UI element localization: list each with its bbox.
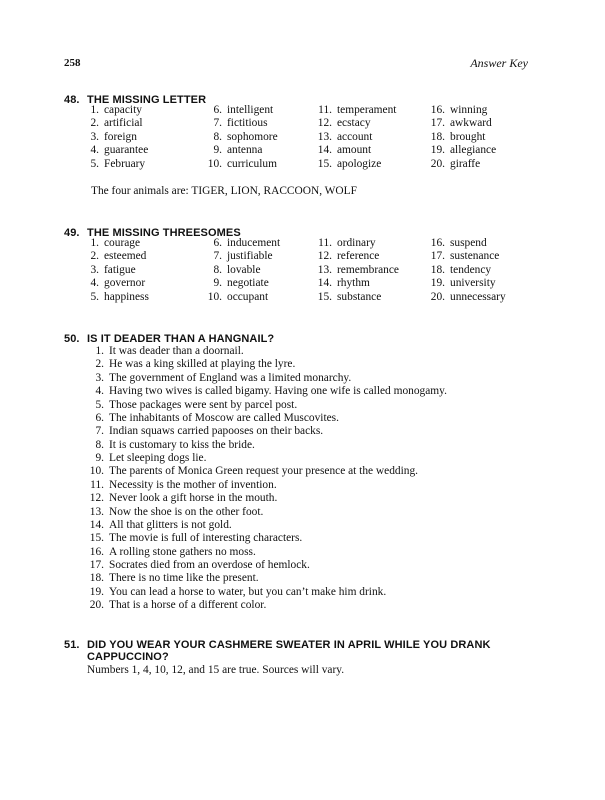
- item-number: 8.: [213, 130, 222, 143]
- word-item: [202, 250, 280, 263]
- page-number: 258: [64, 57, 81, 69]
- word-item: [312, 131, 396, 144]
- word-item: [85, 117, 148, 130]
- section-title: IS IT DEADER THAN A HANGNAIL?: [87, 333, 275, 345]
- item-number: 2.: [90, 250, 99, 263]
- word-item: [425, 131, 496, 144]
- section-number: 48.: [64, 94, 80, 106]
- item-number: 1.: [90, 104, 99, 116]
- list-item: [86, 358, 447, 371]
- item-sentence: Having two wives is called bigamy. Having one wife is called monogamy.: [109, 385, 447, 398]
- item-number: 17.: [430, 250, 445, 263]
- item-word: negotiate: [227, 277, 269, 290]
- item-number: 18.: [430, 130, 445, 143]
- item-word: suspend: [450, 237, 487, 249]
- item-number: 18.: [430, 263, 445, 276]
- item-number: 11.: [318, 237, 332, 249]
- item-number: 7.: [95, 425, 104, 438]
- item-sentence: Indian squaws carried papooses on their backs.: [109, 425, 324, 438]
- list-item: [86, 452, 447, 465]
- item-number: 17.: [89, 559, 104, 571]
- word-item: [425, 104, 496, 117]
- item-word: awkward: [450, 117, 492, 130]
- word-item: [425, 144, 496, 157]
- item-number: 4.: [90, 277, 99, 290]
- item-sentence: There is no time like the present.: [109, 572, 259, 585]
- word-column-4: [425, 104, 496, 171]
- item-number: 11.: [318, 104, 332, 116]
- section-title: THE MISSING LETTER: [87, 94, 207, 106]
- section-number: 50.: [64, 333, 80, 345]
- running-head: Answer Key: [470, 56, 528, 70]
- item-word: winning: [450, 104, 488, 116]
- word-item: [202, 104, 278, 117]
- word-item: [85, 250, 149, 263]
- word-column-3: [312, 237, 399, 304]
- item-word: ordinary: [337, 237, 376, 249]
- section-51-answer: Numbers 1, 4, 10, 12, and 15 are true. Sources will vary.: [87, 664, 345, 676]
- item-number: 4.: [90, 144, 99, 157]
- list-item: [86, 506, 447, 519]
- list-item: [86, 546, 447, 559]
- item-word: sophomore: [227, 130, 278, 143]
- item-number: 5.: [90, 290, 99, 303]
- list-item: [86, 425, 447, 438]
- item-number: 9.: [213, 277, 222, 290]
- list-item: [86, 439, 447, 452]
- section-title-line-2: CAPPUCCINO?: [87, 651, 169, 663]
- list-item: [86, 479, 447, 492]
- word-item: [202, 291, 280, 304]
- word-item: [85, 291, 149, 304]
- section-title-line-1: DID YOU WEAR YOUR CASHMERE SWEATER IN APRIL WHILE YOU DRANK: [87, 639, 491, 651]
- item-word: giraffe: [450, 157, 481, 170]
- item-word: rhythm: [337, 277, 370, 290]
- item-number: 1.: [90, 237, 99, 249]
- word-item: [85, 104, 148, 117]
- item-word: intelligent: [227, 104, 274, 116]
- item-word: antenna: [227, 144, 263, 157]
- item-word: foreign: [104, 130, 137, 143]
- item-number: 13.: [89, 505, 104, 518]
- item-number: 14.: [89, 518, 104, 531]
- word-item: [425, 117, 496, 130]
- word-item: [425, 264, 506, 277]
- item-number: 11.: [90, 478, 104, 491]
- item-number: 17.: [430, 117, 445, 130]
- section-number: 49.: [64, 227, 80, 239]
- word-item: [312, 117, 396, 130]
- item-word: happiness: [104, 290, 149, 303]
- item-word: sustenance: [450, 250, 500, 263]
- item-number: 13.: [317, 130, 332, 143]
- list-item: [86, 572, 447, 585]
- list-item: [86, 492, 447, 505]
- item-word: artificial: [104, 117, 143, 130]
- item-word: unnecessary: [450, 290, 506, 303]
- section-number: 51.: [64, 639, 80, 651]
- item-word: courage: [104, 237, 141, 249]
- section-50-sentence-list: [86, 345, 447, 613]
- item-number: 12.: [317, 250, 332, 263]
- item-number: 6.: [95, 411, 104, 424]
- item-number: 8.: [213, 263, 222, 276]
- word-item: [202, 264, 280, 277]
- item-sentence: The parents of Monica Green request your presence at the wedding.: [109, 465, 419, 478]
- item-number: 3.: [95, 371, 104, 384]
- item-number: 15.: [317, 157, 332, 170]
- item-number: 3.: [90, 263, 99, 276]
- list-item: [86, 385, 447, 398]
- item-number: 12.: [89, 492, 104, 505]
- item-number: 19.: [430, 144, 445, 157]
- item-sentence: The government of England was a limited monarchy.: [109, 371, 352, 384]
- section-48-note: The four animals are: TIGER, LION, RACCOON, WOLF: [91, 185, 357, 197]
- list-item: [86, 399, 447, 412]
- list-item: [86, 412, 447, 425]
- word-item: [312, 104, 396, 117]
- word-item: [425, 250, 506, 263]
- item-number: 6.: [213, 237, 222, 249]
- item-word: curriculum: [227, 157, 277, 170]
- item-number: 6.: [213, 104, 222, 116]
- item-sentence: You can lead a horse to water, but you can’t make him drink.: [109, 585, 387, 598]
- list-item: [86, 599, 447, 612]
- word-item: [85, 158, 148, 171]
- item-word: substance: [337, 290, 382, 303]
- word-item: [85, 277, 149, 290]
- item-number: 7.: [213, 250, 222, 263]
- word-item: [312, 144, 396, 157]
- word-item: [202, 117, 278, 130]
- item-sentence: It was deader than a doornail.: [109, 345, 244, 357]
- item-number: 5.: [90, 157, 99, 170]
- item-number: 18.: [89, 572, 104, 585]
- word-column-2: [202, 237, 280, 304]
- word-item: [312, 158, 396, 171]
- item-sentence: Necessity is the mother of invention.: [109, 478, 277, 491]
- word-item: [312, 277, 399, 290]
- item-word: capacity: [104, 104, 142, 116]
- item-word: ecstacy: [337, 117, 371, 130]
- item-number: 2.: [90, 117, 99, 130]
- word-item: [425, 158, 496, 171]
- item-number: 3.: [90, 130, 99, 143]
- item-word: justifiable: [227, 250, 273, 263]
- word-column-4: [425, 237, 506, 304]
- word-item: [85, 237, 149, 250]
- item-number: 19.: [89, 585, 104, 598]
- item-word: fatigue: [104, 263, 136, 276]
- item-word: account: [337, 130, 373, 143]
- item-number: 20.: [430, 290, 445, 303]
- item-number: 10.: [207, 290, 222, 303]
- list-item: [86, 372, 447, 385]
- item-sentence: That is a horse of a different color.: [109, 599, 267, 612]
- list-item: [86, 559, 447, 572]
- word-item: [85, 131, 148, 144]
- item-word: university: [450, 277, 496, 290]
- item-number: 19.: [430, 277, 445, 290]
- item-word: inducement: [227, 237, 281, 249]
- item-number: 14.: [317, 277, 332, 290]
- item-word: remembrance: [337, 263, 399, 276]
- item-sentence: Never look a gift horse in the mouth.: [109, 492, 278, 505]
- item-number: 16.: [430, 237, 445, 249]
- word-item: [202, 237, 280, 250]
- word-item: [85, 264, 149, 277]
- word-item: [312, 250, 399, 263]
- section-50-heading: [64, 333, 274, 345]
- word-column-1: [85, 237, 149, 304]
- item-word: February: [104, 157, 146, 170]
- list-item: [86, 345, 447, 358]
- item-number: 8.: [95, 438, 104, 451]
- item-number: 5.: [95, 398, 104, 411]
- item-word: governor: [104, 277, 146, 290]
- word-column-2: [202, 104, 278, 171]
- item-number: 9.: [213, 144, 222, 157]
- item-sentence: Let sleeping dogs lie.: [109, 452, 207, 464]
- item-number: 9.: [95, 452, 104, 464]
- section-51-heading-cont: [87, 651, 169, 663]
- item-sentence: Now the shoe is on the other foot.: [109, 505, 264, 518]
- item-sentence: The inhabitants of Moscow are called Muscovites.: [109, 411, 339, 424]
- item-sentence: All that glitters is not gold.: [109, 518, 232, 531]
- item-word: temperament: [337, 104, 397, 116]
- section-51-heading: [64, 639, 491, 651]
- item-word: fictitious: [227, 117, 268, 130]
- item-sentence: The movie is full of interesting characters.: [109, 532, 303, 545]
- item-sentence: Those packages were sent by parcel post.: [109, 398, 298, 411]
- item-word: tendency: [450, 263, 492, 276]
- item-number: 16.: [430, 104, 445, 116]
- item-number: 10.: [89, 465, 104, 478]
- word-item: [85, 144, 148, 157]
- item-word: amount: [337, 144, 372, 157]
- item-number: 20.: [430, 157, 445, 170]
- item-sentence: It is customary to kiss the bride.: [109, 438, 255, 451]
- item-number: 15.: [89, 532, 104, 545]
- item-number: 20.: [89, 599, 104, 612]
- item-number: 7.: [213, 117, 222, 130]
- item-number: 2.: [95, 358, 104, 371]
- item-word: allegiance: [450, 144, 497, 157]
- item-number: 4.: [95, 385, 104, 398]
- word-item: [202, 131, 278, 144]
- item-word: brought: [450, 130, 486, 143]
- item-word: apologize: [337, 157, 382, 170]
- word-item: [202, 144, 278, 157]
- item-number: 16.: [89, 545, 104, 558]
- item-number: 14.: [317, 144, 332, 157]
- item-sentence: He was a king skilled at playing the lyre.: [109, 358, 296, 371]
- item-word: reference: [337, 250, 380, 263]
- word-column-3: [312, 104, 396, 171]
- item-number: 10.: [207, 157, 222, 170]
- word-item: [312, 291, 399, 304]
- word-column-1: [85, 104, 148, 171]
- section-title: THE MISSING THREESOMES: [87, 227, 241, 239]
- list-item: [86, 465, 447, 478]
- item-sentence: A rolling stone gathers no moss.: [109, 545, 256, 558]
- item-number: 15.: [317, 290, 332, 303]
- item-word: guarantee: [104, 144, 149, 157]
- item-word: occupant: [227, 290, 269, 303]
- item-number: 13.: [317, 263, 332, 276]
- item-word: esteemed: [104, 250, 147, 263]
- list-item: [86, 519, 447, 532]
- word-item: [425, 237, 506, 250]
- list-item: [86, 586, 447, 599]
- word-item: [202, 158, 278, 171]
- word-item: [312, 237, 399, 250]
- item-sentence: Socrates died from an overdose of hemlock.: [109, 559, 310, 571]
- list-item: [86, 532, 447, 545]
- word-item: [425, 277, 506, 290]
- item-number: 1.: [95, 345, 104, 357]
- word-item: [202, 277, 280, 290]
- item-number: 12.: [317, 117, 332, 130]
- word-item: [312, 264, 399, 277]
- word-item: [425, 291, 506, 304]
- item-word: lovable: [227, 263, 261, 276]
